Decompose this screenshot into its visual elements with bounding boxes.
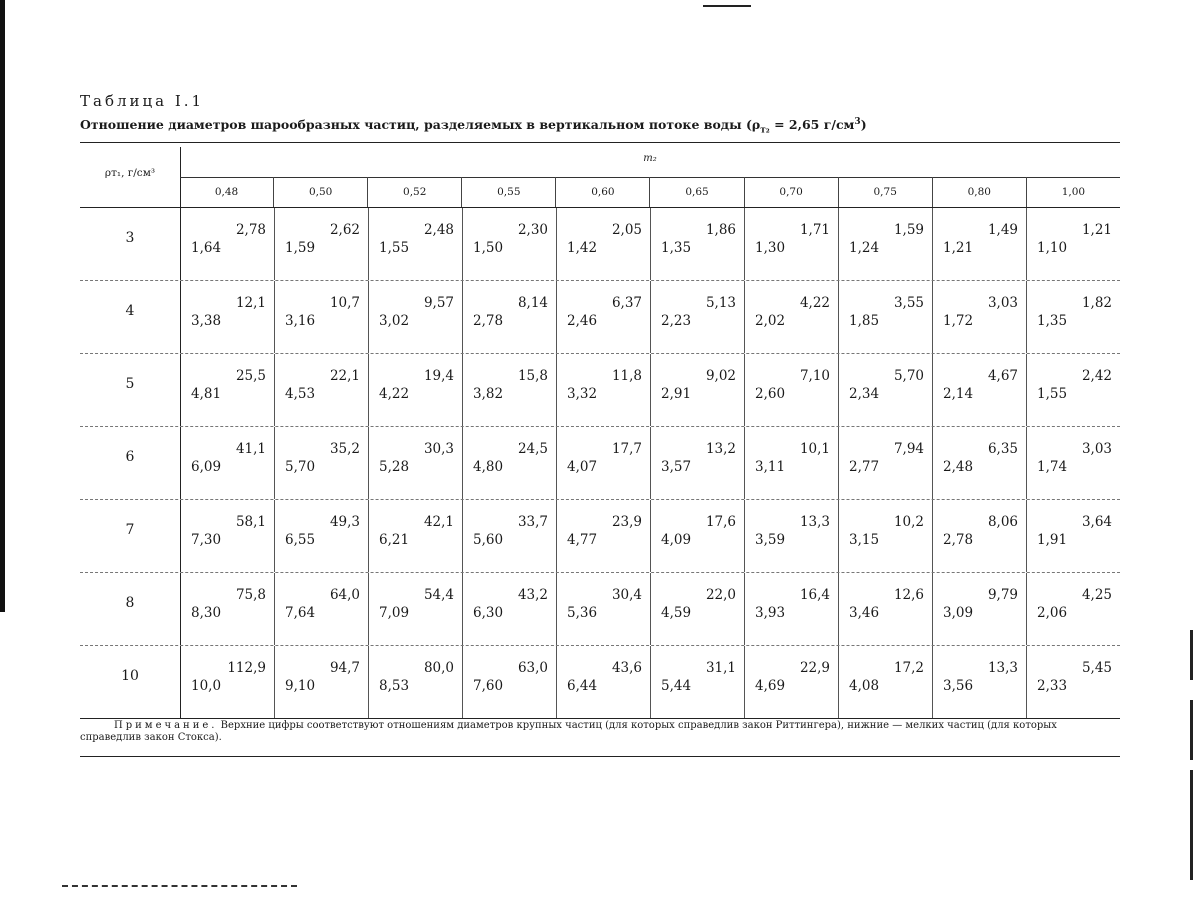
lower-value: 1,35 <box>1037 313 1068 329</box>
upper-value: 17,7 <box>611 441 642 457</box>
table-cell <box>744 427 838 499</box>
lower-value: 4,81 <box>191 386 222 402</box>
upper-value: 23,9 <box>611 514 642 530</box>
column-header-m2: 0,80 <box>932 177 1026 207</box>
row-cells <box>180 281 1120 353</box>
upper-value: 54,4 <box>423 587 454 603</box>
upper-value: 2,78 <box>235 222 266 238</box>
lower-value: 1,64 <box>191 240 222 256</box>
table-cell <box>932 354 1026 426</box>
lower-value: 3,59 <box>755 532 786 548</box>
table-cell <box>1026 427 1120 499</box>
lower-value: 1,55 <box>1037 386 1068 402</box>
lower-value: 2,77 <box>849 459 880 475</box>
upper-value: 31,1 <box>705 660 736 676</box>
table-note <box>80 720 1120 744</box>
upper-value: 35,2 <box>329 441 360 457</box>
table-cell <box>556 208 650 280</box>
table-cell <box>368 573 462 645</box>
upper-value: 64,0 <box>329 587 360 603</box>
upper-value: 11,8 <box>611 368 642 384</box>
upper-value: 16,4 <box>799 587 830 603</box>
row-cells <box>180 354 1120 426</box>
upper-value: 1,71 <box>799 222 830 238</box>
row-cells <box>180 646 1120 718</box>
table-cell <box>368 500 462 572</box>
upper-value: 8,14 <box>517 295 548 311</box>
upper-value: 2,48 <box>423 222 454 238</box>
row-rho-label: 5 <box>125 376 135 392</box>
table-title-main: Отношение диаметров шарообразных частиц, разделяемых в вертикальном потоке воды (ρ <box>80 117 761 133</box>
table-cell <box>932 281 1026 353</box>
lower-value: 4,59 <box>661 605 692 621</box>
upper-value: 22,1 <box>329 368 360 384</box>
table-cell <box>368 281 462 353</box>
lower-value: 8,53 <box>379 678 410 694</box>
table-cell <box>932 208 1026 280</box>
upper-value: 2,05 <box>611 222 642 238</box>
lower-value: 6,09 <box>191 459 222 475</box>
upper-value: 10,7 <box>329 295 360 311</box>
lower-value: 4,22 <box>379 386 410 402</box>
lower-value: 4,07 <box>567 459 598 475</box>
row-rho-label: 4 <box>125 303 135 319</box>
lower-value: 1,10 <box>1037 240 1068 256</box>
table-row <box>80 646 1120 718</box>
table-cell <box>1026 354 1120 426</box>
lower-value: 5,28 <box>379 459 410 475</box>
lower-value: 2,60 <box>755 386 786 402</box>
lower-value: 2,48 <box>943 459 974 475</box>
scan-bottom-noise <box>62 885 297 893</box>
row-rho-label: 7 <box>125 522 135 538</box>
lower-value: 4,53 <box>285 386 316 402</box>
table-cell <box>181 573 274 645</box>
table-title-sup: 3 <box>854 117 861 127</box>
note-rule <box>80 756 1120 757</box>
table-cell <box>181 646 274 718</box>
upper-value: 5,70 <box>893 368 924 384</box>
upper-value: 24,5 <box>517 441 548 457</box>
lower-value: 3,32 <box>567 386 598 402</box>
upper-value: 13,3 <box>799 514 830 530</box>
upper-value: 43,6 <box>611 660 642 676</box>
table-cell <box>181 500 274 572</box>
table-cell <box>462 427 556 499</box>
table-cell <box>838 500 932 572</box>
table-cell <box>932 646 1026 718</box>
table-number: Таблица I.1 <box>80 92 205 110</box>
note-text: Верхние цифры соответствуют отношениям диаметров крупных частиц (для которых справедлив закон Риттингера), нижние — мелких частиц (для которых справедлив закон Стокса). <box>80 720 1057 743</box>
lower-value: 6,55 <box>285 532 316 548</box>
upper-value: 13,3 <box>987 660 1018 676</box>
upper-value: 4,67 <box>987 368 1018 384</box>
lower-value: 1,24 <box>849 240 880 256</box>
upper-value: 19,4 <box>423 368 454 384</box>
column-header-m2: 0,55 <box>461 177 555 207</box>
row-rho-label: 8 <box>125 595 135 611</box>
lower-value: 3,02 <box>379 313 410 329</box>
lower-value: 6,30 <box>473 605 504 621</box>
upper-value: 2,42 <box>1081 368 1112 384</box>
scan-right-mark <box>1190 630 1193 680</box>
table-cell <box>274 573 368 645</box>
table-cell <box>181 208 274 280</box>
table-cell <box>650 354 744 426</box>
lower-value: 3,57 <box>661 459 692 475</box>
lower-value: 1,72 <box>943 313 974 329</box>
lower-value: 2,33 <box>1037 678 1068 694</box>
lower-value: 2,78 <box>943 532 974 548</box>
table-cell <box>838 573 932 645</box>
table-cell <box>462 354 556 426</box>
lower-value: 4,08 <box>849 678 880 694</box>
row-cells <box>180 208 1120 280</box>
table-row <box>80 500 1120 573</box>
lower-value: 9,10 <box>285 678 316 694</box>
table-cell <box>650 573 744 645</box>
upper-value: 17,6 <box>705 514 736 530</box>
column-header-m2: 0,75 <box>838 177 932 207</box>
table-cell <box>274 500 368 572</box>
table-cell <box>650 427 744 499</box>
table-body <box>80 208 1120 718</box>
table-cell <box>650 208 744 280</box>
column-header-m2: 0,48 <box>214 186 239 198</box>
table-cell <box>838 646 932 718</box>
table-cell <box>368 354 462 426</box>
lower-value: 10,0 <box>191 678 222 694</box>
upper-value: 5,45 <box>1081 660 1112 676</box>
table-cell <box>462 573 556 645</box>
lower-value: 1,91 <box>1037 532 1068 548</box>
table-cell <box>274 427 368 499</box>
lower-value: 1,55 <box>379 240 410 256</box>
upper-value: 4,22 <box>799 295 830 311</box>
table-cell <box>744 500 838 572</box>
upper-value: 6,37 <box>611 295 642 311</box>
table-cell <box>838 354 932 426</box>
table-cell <box>838 427 932 499</box>
upper-value: 30,4 <box>611 587 642 603</box>
upper-value: 75,8 <box>235 587 266 603</box>
lower-value: 3,09 <box>943 605 974 621</box>
table-cell <box>838 281 932 353</box>
table-cell <box>462 208 556 280</box>
lower-value: 1,50 <box>473 240 504 256</box>
upper-value: 1,49 <box>987 222 1018 238</box>
row-cells <box>180 573 1120 645</box>
table-cell <box>462 646 556 718</box>
table-cell <box>274 208 368 280</box>
table-cell <box>368 208 462 280</box>
table-title-end: ) <box>860 117 867 133</box>
lower-value: 4,77 <box>567 532 598 548</box>
table-title-rest: = 2,65 г/см <box>769 117 855 133</box>
lower-value: 3,15 <box>849 532 880 548</box>
lower-value: 7,60 <box>473 678 504 694</box>
lower-value: 4,09 <box>661 532 692 548</box>
table-cell <box>181 427 274 499</box>
table-cell <box>274 354 368 426</box>
table-cell <box>368 427 462 499</box>
column-header-m2: 0,65 <box>649 177 743 207</box>
column-header-m2: 0,70 <box>744 177 838 207</box>
table-cell <box>556 354 650 426</box>
lower-value: 5,60 <box>473 532 504 548</box>
table-bottom-rule <box>80 718 1120 719</box>
table-cell <box>1026 573 1120 645</box>
table-cell <box>1026 646 1120 718</box>
table-cell <box>1026 281 1120 353</box>
table-title <box>80 117 867 136</box>
lower-value: 2,02 <box>755 313 786 329</box>
upper-value: 2,30 <box>517 222 548 238</box>
row-rho-label: 3 <box>125 230 135 246</box>
table-cell <box>1026 208 1120 280</box>
scan-right-mark <box>1190 700 1193 760</box>
upper-value: 25,5 <box>235 368 266 384</box>
upper-value: 9,57 <box>423 295 454 311</box>
row-rho-label: 10 <box>121 668 139 684</box>
column-header-m2: 0,60 <box>555 177 649 207</box>
lower-value: 3,46 <box>849 605 880 621</box>
lower-value: 6,44 <box>567 678 598 694</box>
table-title-sub: т₂ <box>760 125 770 136</box>
table-cell <box>181 354 274 426</box>
lower-value: 3,16 <box>285 313 316 329</box>
upper-value: 63,0 <box>517 660 548 676</box>
lower-value: 3,11 <box>755 459 786 475</box>
upper-value: 9,02 <box>705 368 736 384</box>
table-cell <box>274 281 368 353</box>
upper-value: 2,62 <box>329 222 360 238</box>
upper-value: 9,79 <box>987 587 1018 603</box>
lower-value: 1,85 <box>849 313 880 329</box>
upper-value: 58,1 <box>235 514 266 530</box>
table-cell <box>462 281 556 353</box>
lower-value: 4,80 <box>473 459 504 475</box>
upper-value: 15,8 <box>517 368 548 384</box>
lower-value: 7,09 <box>379 605 410 621</box>
lower-value: 5,70 <box>285 459 316 475</box>
lower-value: 3,38 <box>191 313 222 329</box>
lower-value: 2,23 <box>661 313 692 329</box>
upper-value: 1,86 <box>705 222 736 238</box>
upper-value: 33,7 <box>517 514 548 530</box>
upper-value: 4,25 <box>1081 587 1112 603</box>
upper-value: 22,0 <box>705 587 736 603</box>
upper-value: 7,10 <box>799 368 830 384</box>
table-cell <box>744 354 838 426</box>
upper-value: 6,35 <box>987 441 1018 457</box>
table-header <box>80 143 1120 208</box>
lower-value: 7,64 <box>285 605 316 621</box>
upper-value: 41,1 <box>235 441 266 457</box>
lower-value: 8,30 <box>191 605 222 621</box>
table-cell <box>650 500 744 572</box>
diameter-ratio-table <box>80 142 1120 719</box>
upper-value: 3,03 <box>987 295 1018 311</box>
row-cells <box>180 427 1120 499</box>
lower-value: 2,78 <box>473 313 504 329</box>
upper-value: 22,9 <box>799 660 830 676</box>
table-cell <box>274 646 368 718</box>
scan-right-mark <box>1190 770 1193 880</box>
lower-value: 3,56 <box>943 678 974 694</box>
table-cell <box>932 500 1026 572</box>
header-rho-label: ρт₁, г/см³ <box>104 167 156 179</box>
lower-value: 1,30 <box>755 240 786 256</box>
column-header-m2: 0,52 <box>367 177 461 207</box>
table-row <box>80 427 1120 500</box>
table-cell <box>932 427 1026 499</box>
lower-value: 7,30 <box>191 532 222 548</box>
table-row <box>80 573 1120 646</box>
upper-value: 80,0 <box>423 660 454 676</box>
upper-value: 7,94 <box>893 441 924 457</box>
table-row <box>80 208 1120 281</box>
lower-value: 1,35 <box>661 240 692 256</box>
table-cell <box>556 646 650 718</box>
upper-value: 43,2 <box>517 587 548 603</box>
table-cell <box>556 573 650 645</box>
upper-value: 13,2 <box>705 441 736 457</box>
note-label: Примечание. <box>114 720 218 731</box>
upper-value: 8,06 <box>987 514 1018 530</box>
lower-value: 1,59 <box>285 240 316 256</box>
lower-value: 5,44 <box>661 678 692 694</box>
table-cell <box>744 573 838 645</box>
table-cell <box>650 646 744 718</box>
upper-value: 3,64 <box>1081 514 1112 530</box>
lower-value: 3,82 <box>473 386 504 402</box>
upper-value: 10,1 <box>799 441 830 457</box>
lower-value: 2,91 <box>661 386 692 402</box>
header-m2-label: m₂ <box>643 153 657 164</box>
upper-value: 49,3 <box>329 514 360 530</box>
lower-value: 1,21 <box>943 240 974 256</box>
table-cell <box>1026 500 1120 572</box>
table-cell <box>556 500 650 572</box>
table-cell <box>838 208 932 280</box>
table-row <box>80 354 1120 427</box>
upper-value: 10,2 <box>893 514 924 530</box>
table-cell <box>556 427 650 499</box>
column-header-m2: 0,50 <box>273 177 367 207</box>
table-cell <box>556 281 650 353</box>
table-row <box>80 281 1120 354</box>
upper-value: 12,1 <box>235 295 266 311</box>
upper-value: 1,59 <box>893 222 924 238</box>
lower-value: 1,42 <box>567 240 598 256</box>
upper-value: 42,1 <box>423 514 454 530</box>
table-cell <box>744 646 838 718</box>
upper-value: 3,03 <box>1081 441 1112 457</box>
scan-edge-bar <box>0 0 5 612</box>
row-rho-label: 6 <box>125 449 135 465</box>
table-cell <box>744 281 838 353</box>
table-cell <box>650 281 744 353</box>
upper-value: 112,9 <box>227 660 266 676</box>
upper-value: 94,7 <box>329 660 360 676</box>
lower-value: 3,93 <box>755 605 786 621</box>
lower-value: 2,34 <box>849 386 880 402</box>
upper-value: 1,21 <box>1081 222 1112 238</box>
upper-value: 17,2 <box>893 660 924 676</box>
upper-value: 5,13 <box>705 295 736 311</box>
table-cell <box>462 500 556 572</box>
lower-value: 1,74 <box>1037 459 1068 475</box>
upper-value: 1,82 <box>1081 295 1112 311</box>
lower-value: 6,21 <box>379 532 410 548</box>
table-cell <box>744 208 838 280</box>
table-cell <box>368 646 462 718</box>
table-cell <box>932 573 1026 645</box>
header-columns <box>180 177 1120 207</box>
row-cells <box>180 500 1120 572</box>
upper-value: 30,3 <box>423 441 454 457</box>
table-cell <box>181 281 274 353</box>
upper-value: 12,6 <box>893 587 924 603</box>
column-header-m2: 1,00 <box>1026 177 1120 207</box>
lower-value: 2,06 <box>1037 605 1068 621</box>
lower-value: 2,14 <box>943 386 974 402</box>
lower-value: 5,36 <box>567 605 598 621</box>
lower-value: 4,69 <box>755 678 786 694</box>
upper-value: 3,55 <box>893 295 924 311</box>
lower-value: 2,46 <box>567 313 598 329</box>
scan-top-mark <box>703 5 751 7</box>
